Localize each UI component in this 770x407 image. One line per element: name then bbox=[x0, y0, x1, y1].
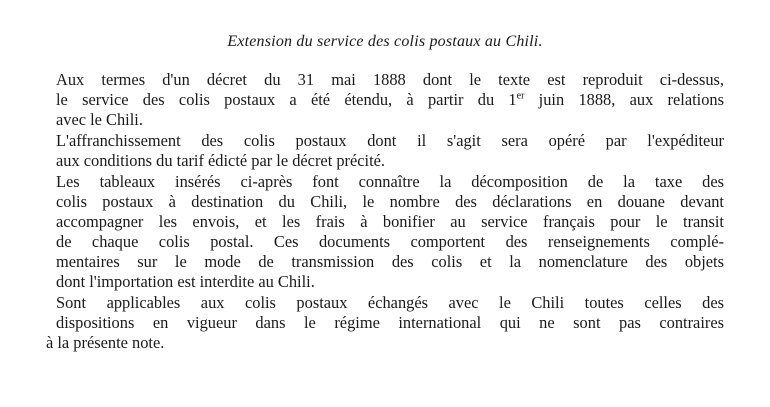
text-line: avec le Chili. bbox=[56, 110, 143, 129]
text-line: Sont applicables aux colis postaux échangés avec le Chili toutes celles des bbox=[56, 293, 724, 312]
text-line: le service des colis postaux a été étendu, à partir du 1er juin 1888, aux relations bbox=[56, 90, 724, 109]
text-line: à la présente note. bbox=[46, 333, 165, 352]
text-line: L'affranchissement des colis postaux dont il s'agit sera opéré par l'expéditeur bbox=[56, 131, 724, 150]
text-line: dispositions en vigueur dans le régime international qui ne sont pas contraires bbox=[56, 313, 724, 332]
ordinal-superscript: er bbox=[516, 90, 525, 102]
text-line: Les tableaux insérés ci-après font connaître la décomposition de la taxe des bbox=[56, 172, 724, 191]
text-line: accompagner les envois, et les frais à bonifier au service français pour le transit bbox=[56, 212, 724, 231]
text-line: Aux termes d'un décret du 31 mai 1888 dont le texte est reproduit ci-dessus, bbox=[56, 70, 724, 89]
section-title: Extension du service des colis postaux au Chili. bbox=[227, 33, 543, 50]
text-line: mentaires sur le mode de transmission des colis et la nomenclature des objets bbox=[56, 252, 724, 271]
text-line: colis postaux à destination du Chili, le nombre des déclarations en douane devant bbox=[56, 192, 724, 211]
text-line: de chaque colis postal. Ces documents comportent des renseignements complé- bbox=[56, 232, 724, 251]
text-line: dont l'importation est interdite au Chili. bbox=[56, 272, 315, 291]
text-line: aux conditions du tarif édicté par le décret précité. bbox=[56, 151, 386, 170]
